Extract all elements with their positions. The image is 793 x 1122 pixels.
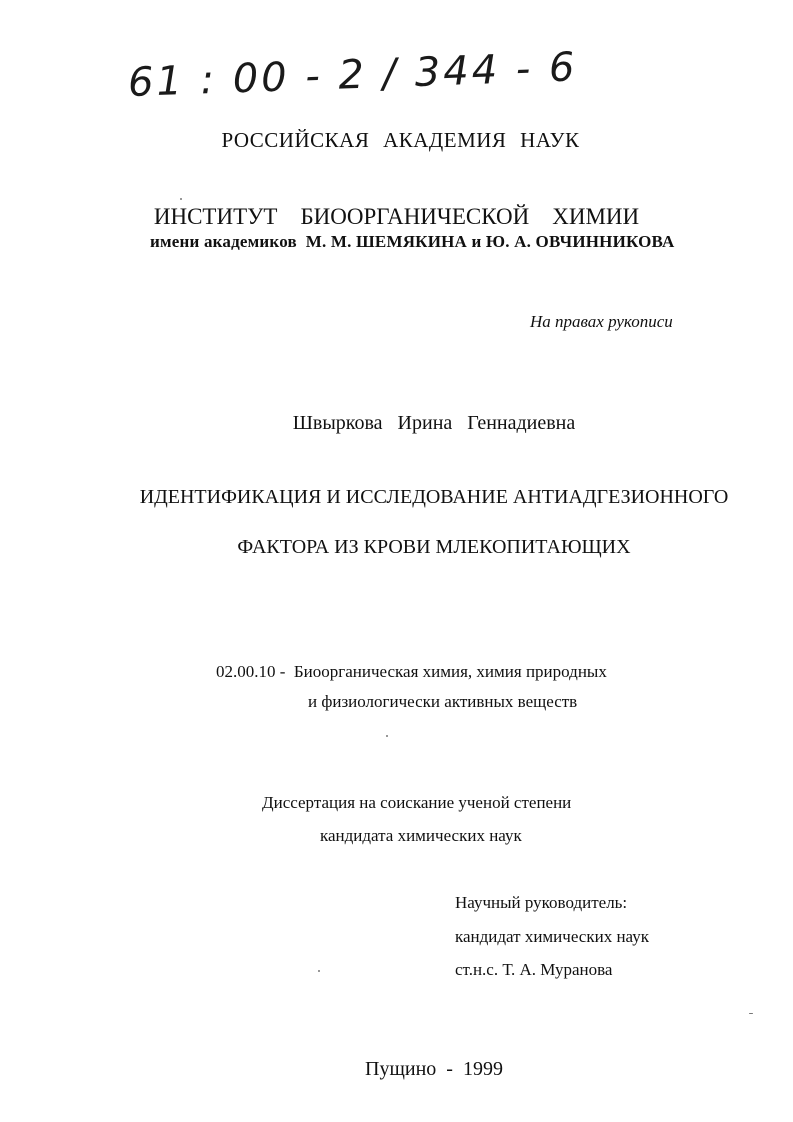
dissertation-title-line-1: ИДЕНТИФИКАЦИЯ И ИССЛЕДОВАНИЕ АНТИАДГЕЗИОННОГО xyxy=(139,486,729,508)
supervisor-label: Научный руководитель: xyxy=(455,893,628,912)
institute-named-after: имени академиков М. М. ШЕМЯКИНА и Ю. А. ОВЧИННИКОВА xyxy=(150,232,675,251)
academy-word-2: АКАДЕМИЯ xyxy=(383,128,507,152)
author-name: Швыркова Ирина Геннадиевна xyxy=(292,412,576,434)
scan-speck xyxy=(180,198,182,200)
manuscript-rights-note: На правах рукописи xyxy=(530,312,673,331)
place-and-year: Пущино - 1999 xyxy=(365,1058,503,1080)
institute-name: ИНСТИТУТ БИООРГАНИЧЕСКОЙ ХИМИИ xyxy=(153,204,640,229)
degree-sought-line-2: кандидата химических наук xyxy=(320,826,522,845)
scan-speck xyxy=(318,970,320,972)
degree-sought-line-1: Диссертация на соискание ученой степени xyxy=(262,793,572,812)
dissertation-title-line-2: ФАКТОРА ИЗ КРОВИ МЛЕКОПИТАЮЩИХ xyxy=(237,536,631,558)
supervisor-degree: кандидат химических наук xyxy=(455,927,649,946)
handwritten-archive-code: 61 : 00 - 2 / 344 - 6 xyxy=(127,44,579,106)
academy-word-1: РОССИЙСКАЯ xyxy=(221,128,370,152)
supervisor-name: ст.н.с. Т. А. Муранова xyxy=(455,960,613,979)
scan-speck xyxy=(386,735,388,737)
academy-word-3: НАУК xyxy=(520,128,580,152)
specialty-code-line: 02.00.10 - Биоорганическая химия, химия природных xyxy=(216,662,607,681)
academy-heading xyxy=(0,128,793,153)
specialty-continuation: и физиологически активных веществ xyxy=(308,692,578,711)
scan-speck xyxy=(749,1013,753,1014)
